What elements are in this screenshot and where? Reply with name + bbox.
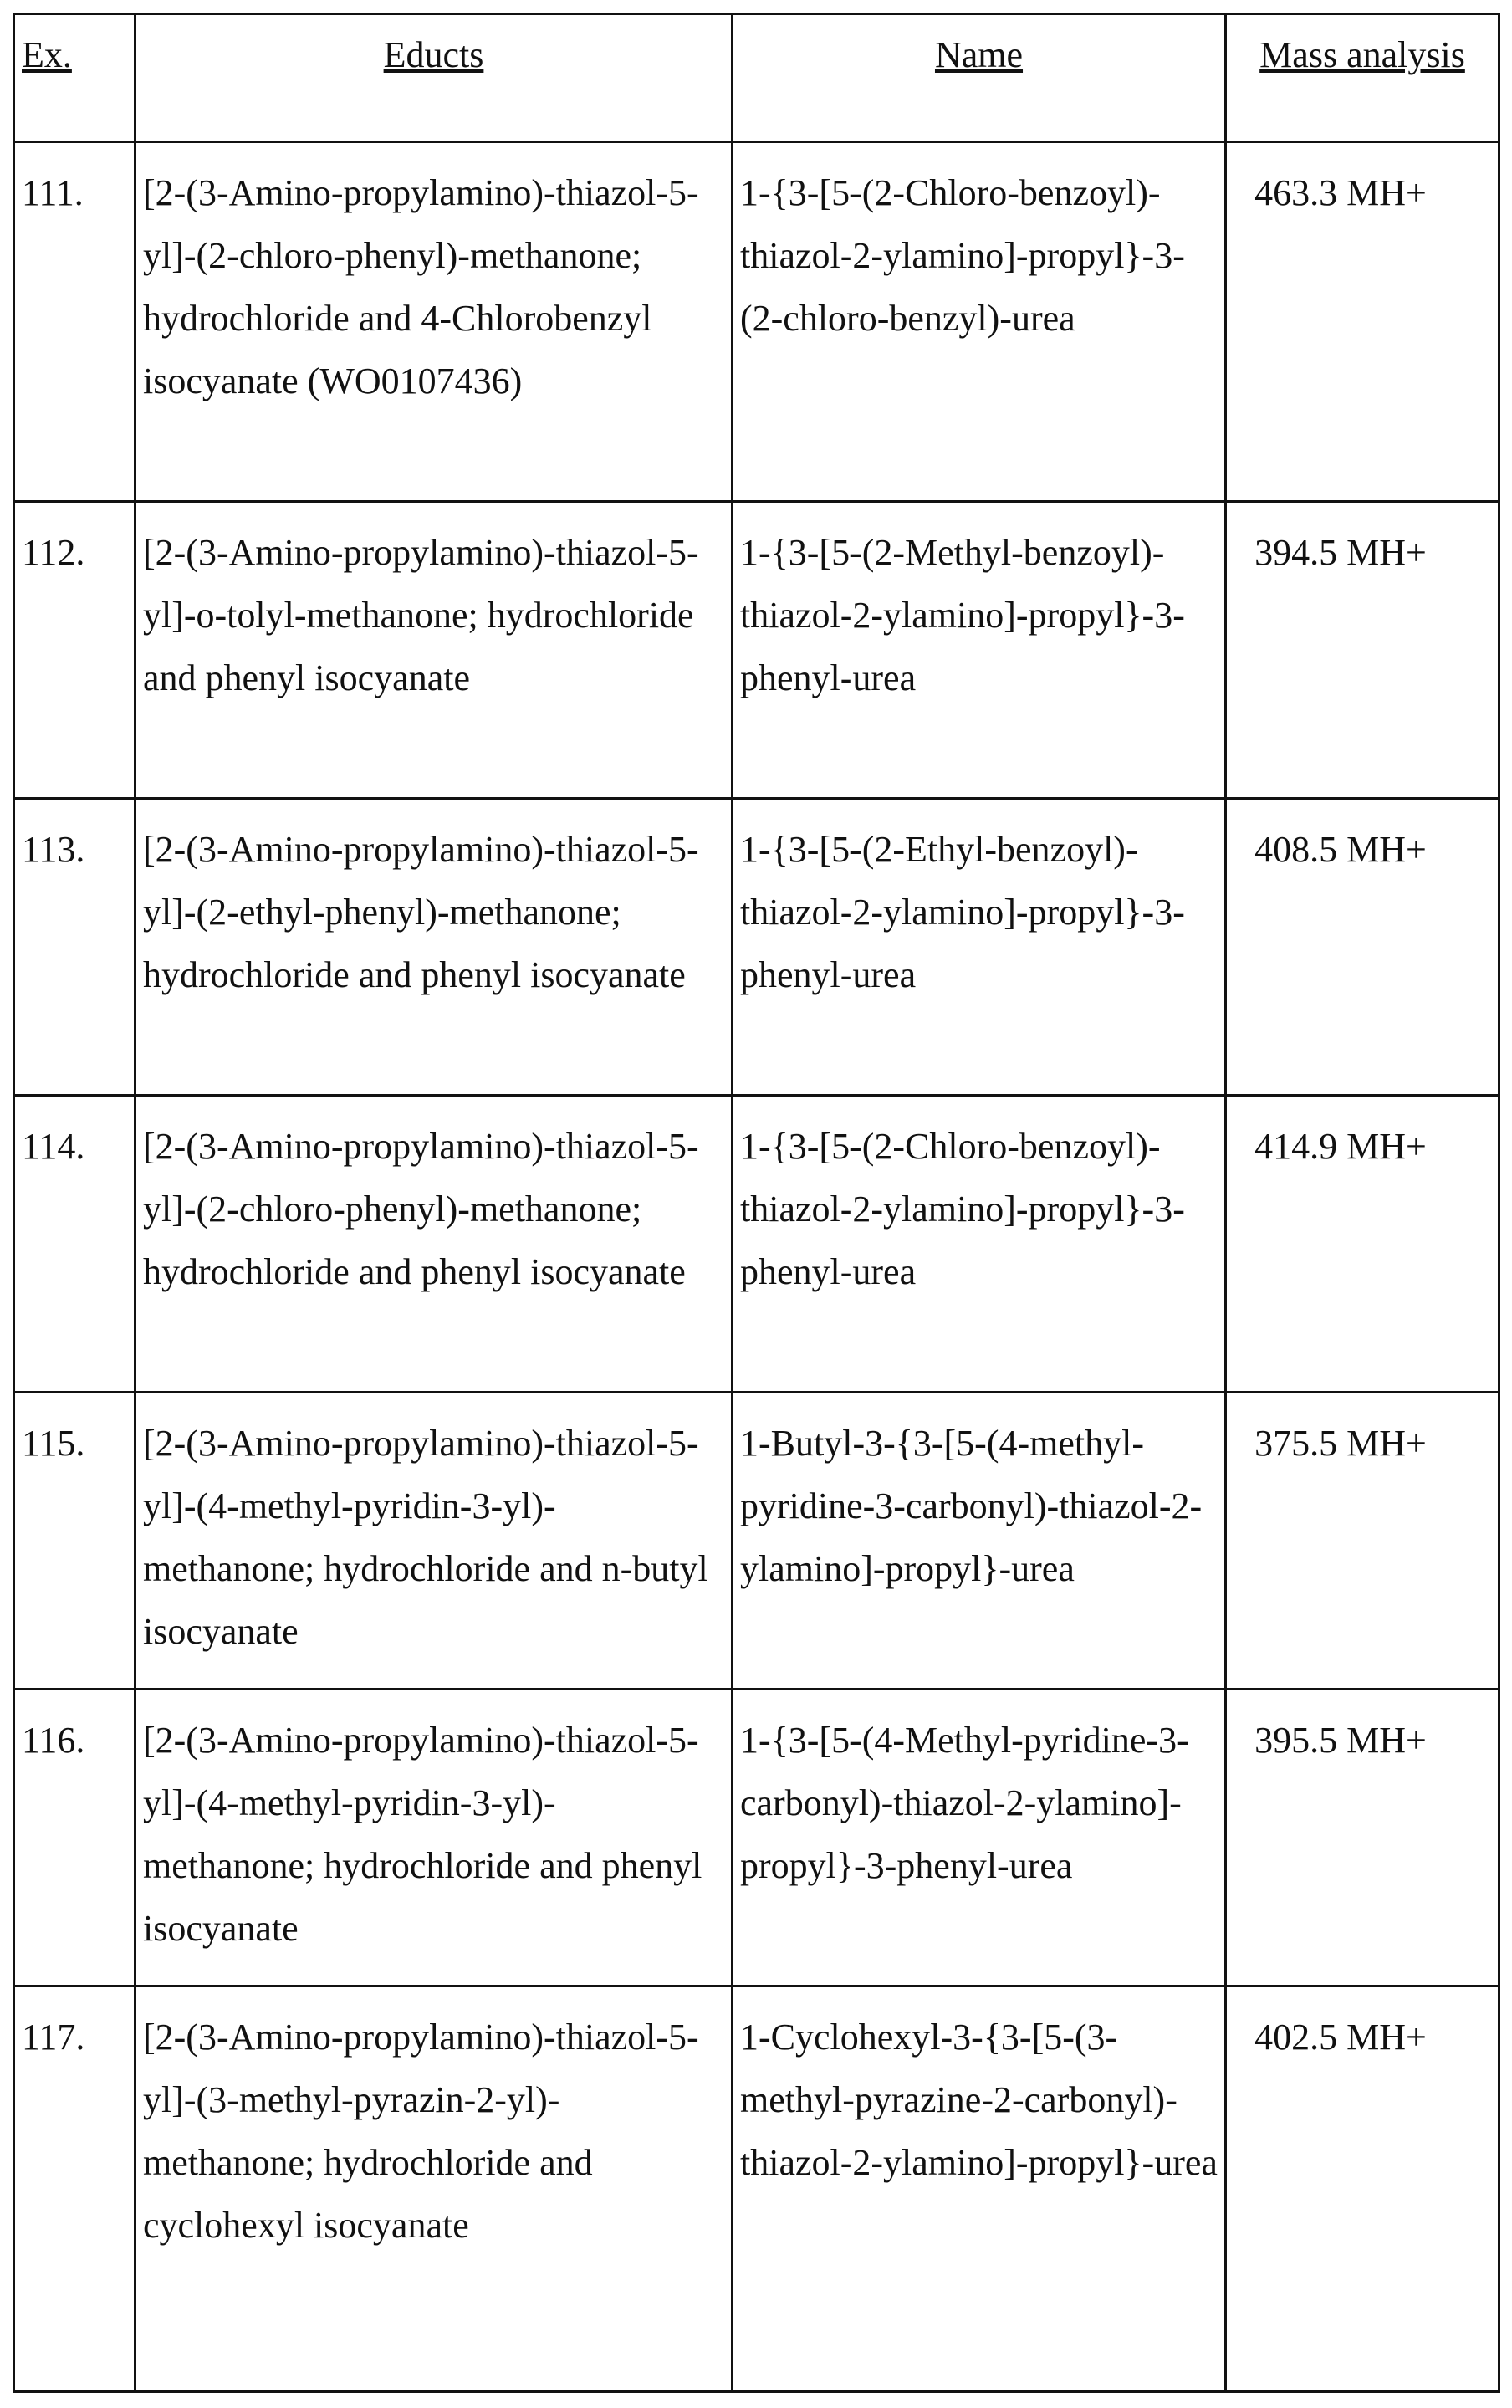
cell-mass: 414.9 MH+ (1226, 1096, 1499, 1393)
cell-mass: 402.5 MH+ (1226, 1986, 1499, 2392)
cell-name: 1-Butyl-3-{3-[5-(4-methyl-pyridine-3-carbonyl)-thiazol-2-ylamino]-propyl}-urea (733, 1393, 1226, 1690)
cell-name: 1-{3-[5-(2-Chloro-benzoyl)-thiazol-2-ylamino]-propyl}-3-(2-chloro-benzyl)-urea (733, 142, 1226, 502)
cell-mass: 394.5 MH+ (1226, 502, 1499, 799)
table-row (14, 799, 1499, 1096)
table-row (14, 1986, 1499, 2392)
cell-name: 1-{3-[5-(2-Ethyl-benzoyl)-thiazol-2-ylamino]-propyl}-3-phenyl-urea (733, 799, 1226, 1096)
cell-name: 1-{3-[5-(2-Chloro-benzoyl)-thiazol-2-ylamino]-propyl}-3-phenyl-urea (733, 1096, 1226, 1393)
cell-ex: 116. (14, 1690, 135, 1986)
cell-mass: 375.5 MH+ (1226, 1393, 1499, 1690)
cell-educts: [2-(3-Amino-propylamino)-thiazol-5-yl]-(3-methyl-pyrazin-2-yl)-methanone; hydrochloride and cyclohexyl isocyanate (135, 1986, 733, 2392)
table-row (14, 1690, 1499, 1986)
compounds-table (13, 13, 1500, 2393)
cell-name: 1-{3-[5-(4-Methyl-pyridine-3-carbonyl)-thiazol-2-ylamino]-propyl}-3-phenyl-urea (733, 1690, 1226, 1986)
cell-ex: 115. (14, 1393, 135, 1690)
cell-ex: 112. (14, 502, 135, 799)
cell-educts: [2-(3-Amino-propylamino)-thiazol-5-yl]-(2-chloro-phenyl)-methanone; hydrochloride and phenyl isocyanate (135, 1096, 733, 1393)
header-name: Name (733, 14, 1226, 142)
header-row (14, 14, 1499, 142)
cell-educts: [2-(3-Amino-propylamino)-thiazol-5-yl]-(4-methyl-pyridin-3-yl)-methanone; hydrochloride and phenyl isocyanate (135, 1690, 733, 1986)
cell-educts: [2-(3-Amino-propylamino)-thiazol-5-yl]-(2-ethyl-phenyl)-methanone; hydrochloride and phenyl isocyanate (135, 799, 733, 1096)
table-row (14, 1096, 1499, 1393)
table-row (14, 142, 1499, 502)
cell-educts: [2-(3-Amino-propylamino)-thiazol-5-yl]-o-tolyl-methanone; hydrochloride and phenyl isocyanate (135, 502, 733, 799)
header-mass: Mass analysis (1226, 14, 1499, 142)
cell-mass: 463.3 MH+ (1226, 142, 1499, 502)
table-row (14, 502, 1499, 799)
header-educts: Educts (135, 14, 733, 142)
cell-mass: 395.5 MH+ (1226, 1690, 1499, 1986)
cell-mass: 408.5 MH+ (1226, 799, 1499, 1096)
cell-name: 1-Cyclohexyl-3-{3-[5-(3-methyl-pyrazine-2-carbonyl)-thiazol-2-ylamino]-propyl}-urea (733, 1986, 1226, 2392)
table-row (14, 1393, 1499, 1690)
cell-educts: [2-(3-Amino-propylamino)-thiazol-5-yl]-(2-chloro-phenyl)-methanone; hydrochloride and 4-Chlorobenzyl isocyanate (WO0107436) (135, 142, 733, 502)
cell-ex: 113. (14, 799, 135, 1096)
cell-ex: 111. (14, 142, 135, 502)
cell-ex: 114. (14, 1096, 135, 1393)
cell-ex: 117. (14, 1986, 135, 2392)
cell-educts: [2-(3-Amino-propylamino)-thiazol-5-yl]-(4-methyl-pyridin-3-yl)-methanone; hydrochloride and n-butyl isocyanate (135, 1393, 733, 1690)
cell-name: 1-{3-[5-(2-Methyl-benzoyl)-thiazol-2-ylamino]-propyl}-3-phenyl-urea (733, 502, 1226, 799)
header-ex: Ex. (14, 14, 135, 142)
